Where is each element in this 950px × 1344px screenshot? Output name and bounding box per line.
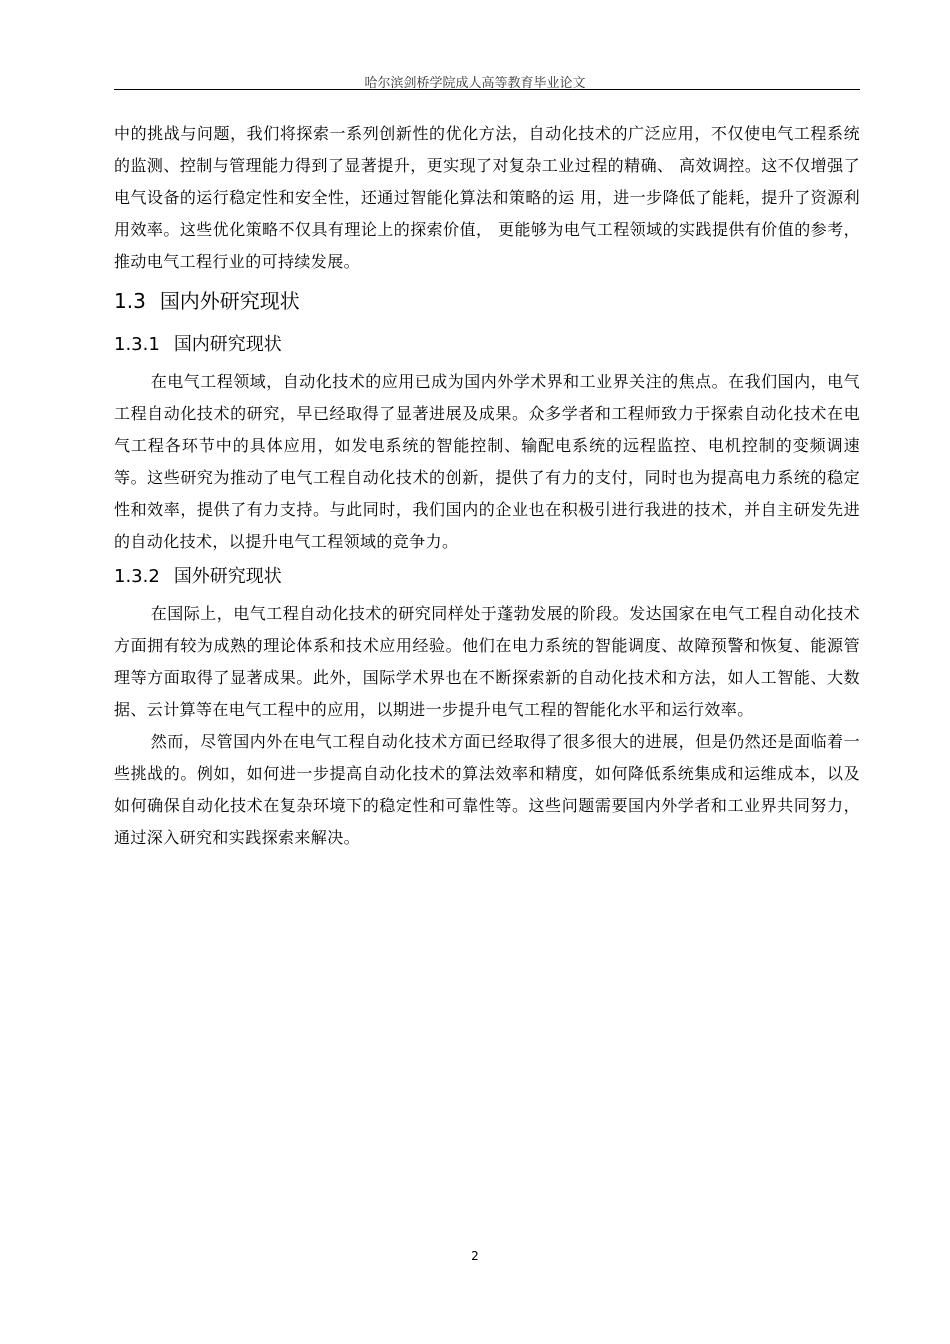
section-1-3-1-heading [114, 326, 860, 364]
section-1-3-2-title: 国外研究现状 [173, 566, 282, 587]
challenges-paragraph: 然而，尽管国内外在电气工程自动化技术方面已经取得了很多很大的进展，但是仍然还是面临着一些挑战的。例如，如何进一步提高自动化技术的算法效率和精度，如何降低系统集成和运维成本，以及如何确保自动化技术在复杂环境下的稳定性和可靠性等。这些问题需要国内外学者和工业界共同努力，通过深入研究和实践探索来解决。 [114, 732, 860, 847]
section-1-3-2-number: 1.3.2 [114, 566, 160, 587]
section-1-3-1-title: 国内研究现状 [173, 334, 282, 355]
section-1-3-2-heading [114, 558, 860, 596]
domestic-research-paragraph: 在电气工程领域，自动化技术的应用已成为国内外学术界和工业界关注的焦点。在我们国内，电气工程自动化技术的研究，早已经取得了显著进展及成果。众多学者和工程师致力于探索自动化技术在电气工程各环节中的具体应用，如发电系统的智能控制、输配电系统的远程监控、电机控制的变频调速等。这些研究为推动了电气工程自动化技术的创新，提供了有力的支付，同时也为提高电力系统的稳定性和效率，提供了有力支持。与此同时，我们国内的企业也在积极引进行我进的技术，并自主研发先进的自动化技术，以提升电气工程领域的竞争力。 [114, 372, 860, 551]
header-divider [114, 89, 860, 90]
page-number: 2 [471, 1249, 479, 1263]
section-1-3-1-number: 1.3.1 [114, 334, 160, 355]
section-1-3-number: 1.3 [114, 289, 146, 313]
page-body [114, 118, 860, 854]
running-header: 哈尔滨剑桥学院成人高等教育毕业论文 [364, 76, 586, 91]
section-1-3-heading [114, 280, 860, 322]
foreign-research-paragraph: 在国际上，电气工程自动化技术的研究同样处于蓬勃发展的阶段。发达国家在电气工程自动化技术方面拥有较为成熟的理论体系和技术应用经验。他们在电力系统的智能调度、故障预警和恢复、能源管理等方面取得了显著成果。此外，国际学术界也在不断探索新的自动化技术和方法，如人工智能、大数据、云计算等在电气工程中的应用，以期进一步提升电气工程的智能化水平和运行效率。 [114, 604, 860, 719]
section-1-3-title: 国内外研究现状 [159, 289, 300, 313]
intro-paragraph: 中的挑战与问题，我们将探索一系列创新性的优化方法，自动化技术的广泛应用，不仅使电气工程系统的监测、控制与管理能力得到了显著提升，更实现了对复杂工业过程的精确、 高效调控。这不仅增强了电气设备的运行稳定性和安全性，还通过智能化算法和策略的运 用，进一步降低了能耗，提升了资源利用效率。这些优化策略不仅具有理论上的探索价值， 更能够为电气工程领域的实践提供有价值的参考，推动电气工程行业的可持续发展。 [114, 124, 860, 271]
